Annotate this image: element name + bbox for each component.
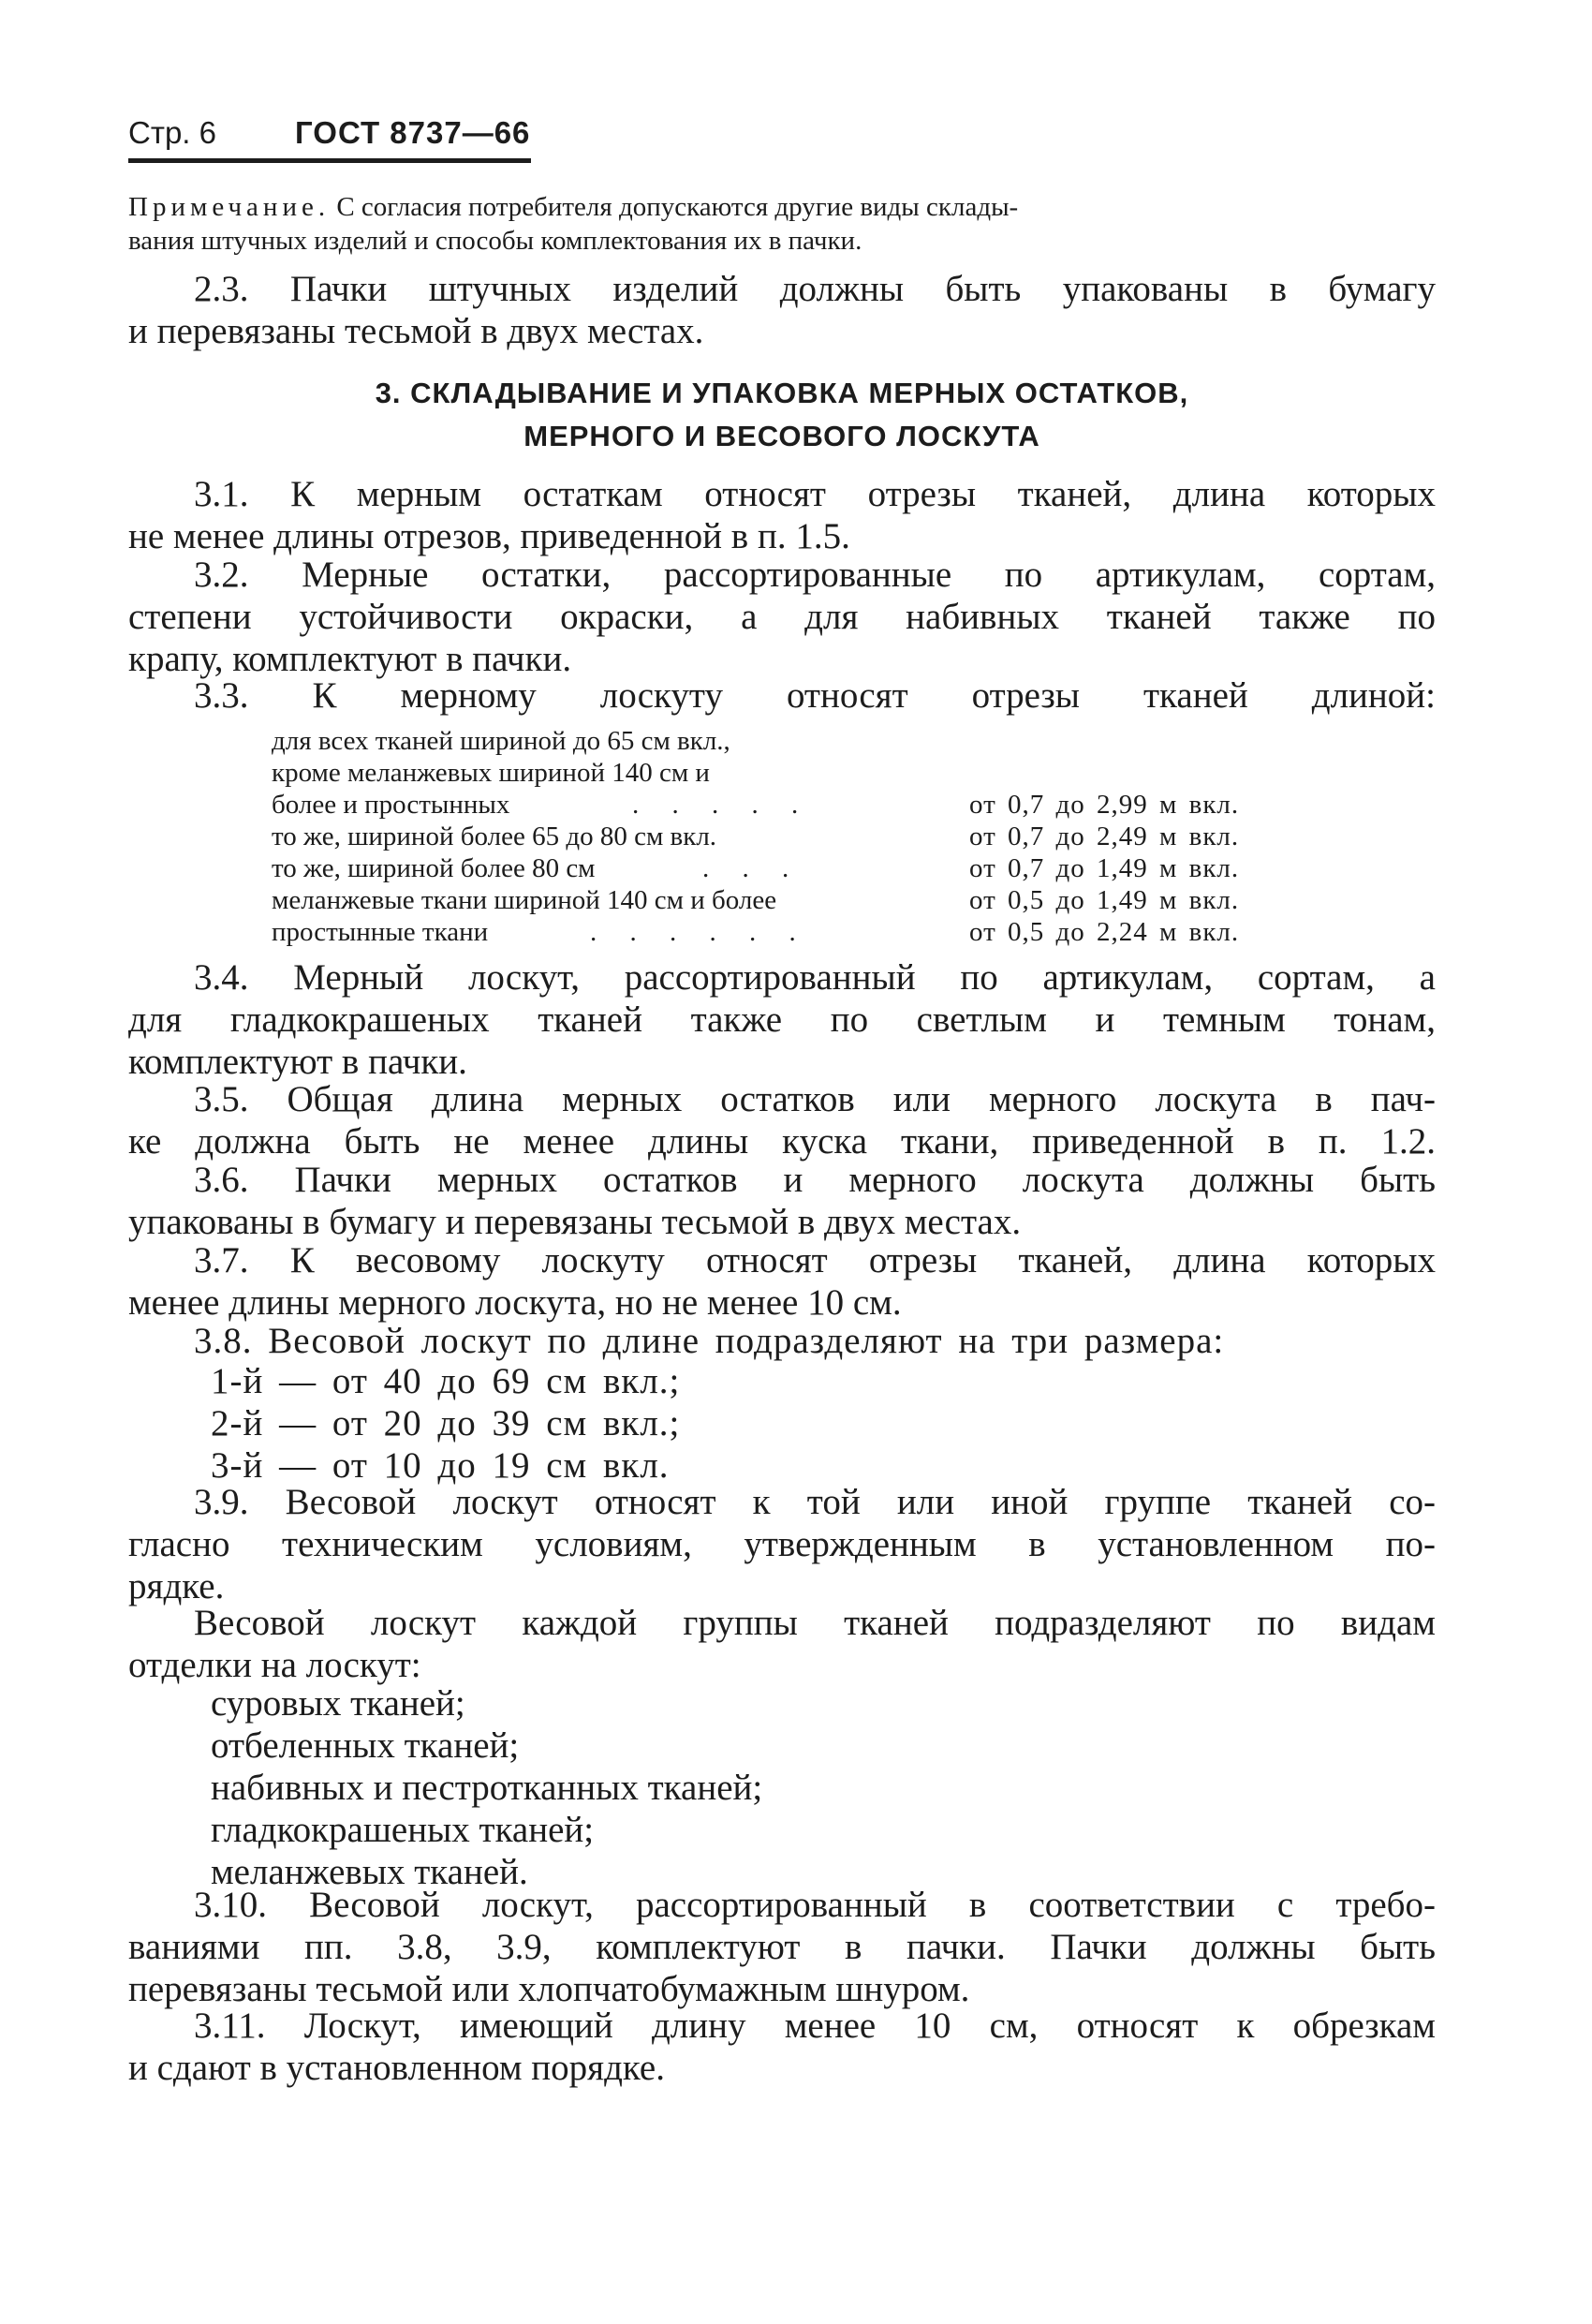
spec-row xyxy=(272,852,1320,884)
length-spec-table xyxy=(272,725,1320,948)
section-heading-line: 3. СКЛАДЫВАНИЕ И УПАКОВКА МЕРНЫХ ОСТАТКОВ, xyxy=(375,377,1189,409)
note-line: С согласия потребителя допускаются другие виды склады- xyxy=(330,192,1019,222)
spec-description: более и простынных xyxy=(272,790,510,820)
note-label: Примечание. xyxy=(128,192,331,222)
finish-list-item: набивных и пестротканных тканей; xyxy=(211,1768,763,1808)
paragraph-3-11 xyxy=(128,2005,1436,2089)
spec-range: от 0,7 до 2,49 м вкл. xyxy=(969,822,1240,851)
finish-list xyxy=(211,1682,762,1893)
paragraph-line: и перевязаны тесьмой в двух местах. xyxy=(128,311,704,351)
paragraph-line: Весовой лоскут каждой группы тканей подразделяют по видам xyxy=(194,1603,1436,1643)
paragraph-3-2 xyxy=(128,554,1436,680)
spec-row xyxy=(272,884,1320,916)
paragraph-3-7 xyxy=(128,1239,1436,1324)
spec-row xyxy=(272,757,1320,789)
paragraph-line: 3.10. Весовой лоскут, рассортированный в соответствии с требо- xyxy=(194,1885,1436,1925)
spec-description: для всех тканей шириной до 65 см вкл., xyxy=(272,726,730,756)
paragraph-line: 3.1. К мерным остаткам относят отрезы тканей, длина которых xyxy=(194,474,1436,514)
paragraph-line: 3.6. Пачки мерных остатков и мерного лоскута должны быть xyxy=(194,1160,1436,1200)
spec-description: кроме меланжевых шириной 140 см и xyxy=(272,758,710,788)
paragraph-line: ке должна быть не менее длины куска ткани, приведенной в п. 1.2. xyxy=(128,1121,1436,1162)
standard-number: ГОСТ 8737—66 xyxy=(295,115,531,150)
spec-leader-dots: . . . xyxy=(702,853,803,883)
paragraph-line: крапу, комплектуют в пачки. xyxy=(128,639,572,679)
spec-row xyxy=(272,916,1320,948)
paragraph-line: перевязаны тесьмой или хлопчатобумажным шнуром. xyxy=(128,1969,970,2009)
paragraph-3-6 xyxy=(128,1159,1436,1243)
paragraph-3-8 xyxy=(128,1320,1436,1362)
paragraph-line: рядке. xyxy=(128,1566,225,1606)
paragraph-line: для гладкокрашеных тканей также по светлым и темным тонам, xyxy=(128,999,1436,1040)
paragraph-3-1 xyxy=(128,473,1436,557)
finish-list-item: суровых тканей; xyxy=(211,1683,465,1724)
paragraph-3-9-finishes xyxy=(128,1602,1436,1686)
spec-leader-dots: . . . . . xyxy=(632,790,812,820)
section-heading xyxy=(128,372,1436,458)
spec-row xyxy=(272,725,1320,757)
spec-description: то же, шириной более 65 до 80 см вкл. xyxy=(272,822,717,851)
paragraph-line: 3.11. Лоскут, имеющий длину менее 10 см, относят к обрезкам xyxy=(194,2006,1436,2046)
header-rule xyxy=(128,158,531,163)
spec-description: простынные ткани xyxy=(272,917,489,947)
paragraph-line: ваниями пп. 3.8, 3.9, комплектуют в пачки. Пачки должны быть xyxy=(128,1927,1436,1967)
paragraph-line: 3.9. Весовой лоскут относят к той или иной группе тканей со- xyxy=(194,1482,1436,1522)
finish-list-item: гладкокрашеных тканей; xyxy=(211,1810,595,1850)
paragraph-3-9 xyxy=(128,1481,1436,1607)
note-line: вания штучных изделий и способы комплектования их в пачки. xyxy=(128,226,862,256)
paragraph-line: 3.2. Мерные остатки, рассортированные по артикулам, сортам, xyxy=(194,555,1436,595)
spec-range: от 0,5 до 2,24 м вкл. xyxy=(969,917,1240,947)
paragraph-line: 3.4. Мерный лоскут, рассортированный по артикулам, сортам, а xyxy=(194,957,1436,998)
spec-range: от 0,5 до 1,49 м вкл. xyxy=(969,885,1240,915)
spec-row xyxy=(272,789,1320,821)
finish-list-item: меланжевых тканей. xyxy=(211,1852,528,1892)
paragraph-line: не менее длины отрезов, приведенной в п. 1.5. xyxy=(128,516,850,556)
paragraph-line: 3.8. Весовой лоскут по длине подразделяют на три размера: xyxy=(194,1321,1225,1361)
size-list-item: 1-й — от 40 до 69 см вкл.; xyxy=(211,1361,681,1401)
paragraph-line: менее длины мерного лоскута, но не менее 10 см. xyxy=(128,1282,902,1323)
paragraph-line: комплектуют в пачки. xyxy=(128,1042,467,1082)
paragraph-line: гласно техническим условиям, утвержденным в установленном по- xyxy=(128,1524,1436,1564)
note-paragraph xyxy=(128,190,1436,258)
spec-range: от 0,7 до 2,99 м вкл. xyxy=(969,790,1240,820)
size-list-item: 3-й — от 10 до 19 см вкл. xyxy=(211,1445,670,1486)
spec-leader-dots: . . . . . . xyxy=(590,917,809,947)
paragraph-3-3 xyxy=(128,674,1436,717)
section-heading-line: МЕРНОГО И ВЕСОВОГО ЛОСКУТА xyxy=(523,420,1040,452)
paragraph-3-4 xyxy=(128,956,1436,1083)
paragraph-line: 2.3. Пачки штучных изделий должны быть упакованы в бумагу xyxy=(194,269,1436,309)
spec-description: то же, шириной более 80 см xyxy=(272,853,596,883)
paragraph-line: и сдают в установленном порядке. xyxy=(128,2048,665,2088)
paragraph-3-5 xyxy=(128,1078,1436,1162)
paragraph-line: степени устойчивости окраски, а для набивных тканей также по xyxy=(128,597,1436,637)
spec-description: меланжевые ткани шириной 140 см и более xyxy=(272,885,777,915)
page-number: Стр. 6 xyxy=(128,115,216,150)
paragraph-line: 3.7. К весовому лоскуту относят отрезы тканей, длина которых xyxy=(194,1240,1436,1280)
page-header xyxy=(128,110,540,164)
paragraph-line: 3.5. Общая длина мерных остатков или мерного лоскута в пач- xyxy=(194,1079,1436,1119)
size-list-item: 2-й — от 20 до 39 см вкл.; xyxy=(211,1403,681,1443)
spec-row xyxy=(272,821,1320,852)
paragraph-3-10 xyxy=(128,1884,1436,2010)
paragraph-line: упакованы в бумагу и перевязаны тесьмой в двух местах. xyxy=(128,1202,1022,1242)
size-list xyxy=(211,1360,680,1487)
finish-list-item: отбеленных тканей; xyxy=(211,1725,520,1766)
spec-range: от 0,7 до 1,49 м вкл. xyxy=(969,853,1240,883)
paragraph-line: отделки на лоскут: xyxy=(128,1645,421,1685)
paragraph-line: 3.3. К мерному лоскуту относят отрезы тканей длиной: xyxy=(194,675,1436,716)
paragraph-2-3 xyxy=(128,268,1436,352)
